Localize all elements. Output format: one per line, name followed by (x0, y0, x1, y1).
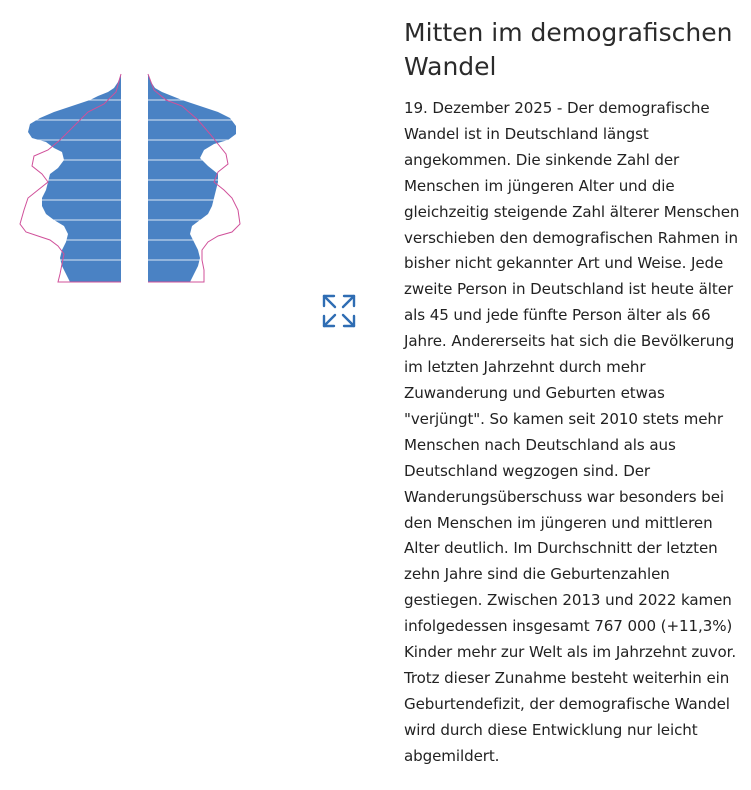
article (404, 16, 749, 770)
expand-button[interactable] (320, 292, 358, 330)
expand-arrows-icon (320, 292, 358, 330)
pyramid-right-half (148, 74, 236, 282)
article-title: Mitten im demografischen Wandel (404, 18, 733, 81)
pyramid-left-half (28, 74, 121, 282)
population-pyramid-thumbnail[interactable] (18, 70, 243, 286)
article-body: 19. Dezember 2025 - Der demografische Wandel ist in Deutschland längst angekommen. Die sinkende Zahl der Menschen im jüngeren Alter und die gleichzeitig steigende Zahl älterer Menschen verschieben den demografischen Rahmen in bisher nicht gekannter Art und Weise. Jede zweite Person in Deutschland ist heute älter als 45 und jede fünfte Person älter als 66 Jahre. Andererseits hat sich die Bevölkerung im letzten Jahrzehnt durch mehr Zuwanderung und Geburten etwas "verjüngt". So kamen seit 2010 stets mehr Menschen nach Deutschland als aus Deutschland wegzogen sind. Der Wanderungsüberschuss war besonders bei den Menschen im jüngeren und mittleren Alter deutlich. Im Durchschnitt der letzten zehn Jahre sind die Geburtenzahlen gestiegen. Zwischen 2013 und 2022 kamen infolgedessen insgesamt 767 000 (+11,3%) Kinder mehr zur Welt als im Jahrzehnt zuvor. Trotz dieser Zunahme besteht weiterhin ein Geburtendefizit, der demografische Wandel wird durch diese Entwicklung nur leicht abgemildert. (404, 99, 740, 765)
